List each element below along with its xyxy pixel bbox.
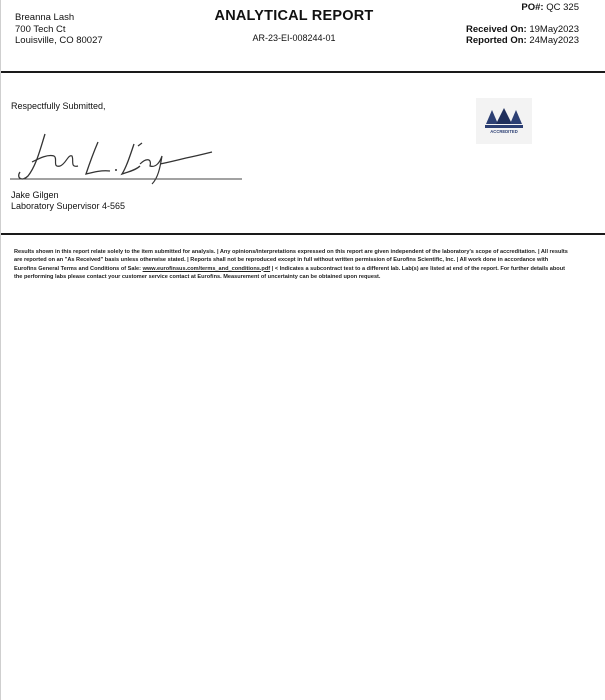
handwritten-signature <box>10 128 245 188</box>
order-info <box>466 2 579 46</box>
report-title: ANALYTICAL REPORT <box>214 8 374 24</box>
terms-link[interactable]: www.eurofinsus.com/terms_and_conditions.pdf <box>142 265 271 272</box>
received-line <box>466 24 579 35</box>
client-street: 700 Tech Ct <box>15 23 66 35</box>
reported-label: Reported On: <box>466 35 527 46</box>
submitted-text: Respectfully Submitted, <box>11 101 106 111</box>
signer-block <box>11 190 125 211</box>
seal-text: ACCREDITED <box>490 129 518 134</box>
client-city: Louisville, CO 80027 <box>15 35 103 46</box>
reported-value: 24May2023 <box>529 35 579 46</box>
body-divider <box>1 233 605 235</box>
disclaimer-part1: Results shown in this report relate solely to the item submitted for analysis. | Any opinions/interpretations expressed on this report are given independent of the laboratory's scope of accreditation. | All results are reported on an "As Received" basis unless otherwise stated. | Reports shall not be reproduced except in full without written permission of Eurofins Scientific, Inc. | All work done in accordance with Eurofins General Terms and Conditions of Sale: <box>14 249 568 272</box>
po-line <box>466 2 579 13</box>
accreditation-seal-icon <box>476 98 532 144</box>
received-value: 19May2023 <box>529 24 579 35</box>
po-label: PO#: <box>521 2 544 13</box>
po-value: QC 325 <box>546 2 579 13</box>
client-name: Breanna Lash <box>15 12 75 23</box>
disclaimer-part2: | < Indicates a subcontract test to a different lab. Lab(s) are listed at end of the report. For further details about the performing labs please contact your customer service contact at Eurofins. Measurement of uncertainty can be obtained upon request. <box>14 265 565 280</box>
signer-title: Laboratory Supervisor 4-565 <box>11 200 126 211</box>
disclaimer-text <box>14 248 569 281</box>
report-id: AR-23-EI-008244-01 <box>252 33 336 43</box>
header-divider <box>1 71 605 73</box>
page-left-edge <box>0 0 1 700</box>
signer-name: Jake Gilgen <box>11 190 59 200</box>
received-label: Received On: <box>465 24 527 35</box>
reported-line <box>466 35 579 46</box>
